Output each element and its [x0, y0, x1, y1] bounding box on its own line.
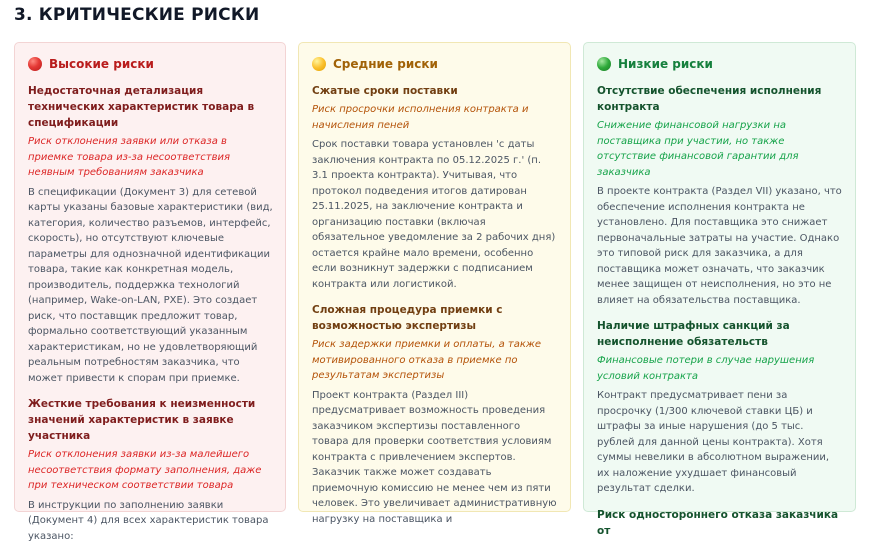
risk-title: Недостаточная детализация технических характеристик товара в спецификации — [28, 83, 273, 131]
risk-impact: Снижение финансовой нагрузки на поставщика при участии, но также отсутствие финансовой гарантии для заказчика — [597, 118, 843, 180]
risk-impact: Риск просрочки исполнения контракта и начисления пеней — [312, 102, 558, 133]
risk-impact: Риск задержки приемки и оплаты, а также мотивированного отказа в приемке по результатам экспертизы — [312, 337, 558, 384]
high-risks-header — [28, 57, 273, 71]
low-risks-title: Низкие риски — [618, 57, 713, 71]
risk-impact: Риск отклонения заявки или отказа в приемке товара из-за несоответствия неявным требованиям заказчика — [28, 134, 273, 181]
risk-item — [312, 83, 558, 292]
page-title: 3. КРИТИЧЕСКИЕ РИСКИ — [14, 5, 259, 25]
high-risks-column — [14, 42, 286, 512]
risk-description: Контракт предусматривает пени за просрочку (1/300 ключевой ставки ЦБ) и штрафы за иные нарушения (до 5 тыс. рублей для данной цены контракта). Хотя суммы невелики в абсолютном выражении, их наложение ухудшает финансовый результат сделки. — [597, 388, 843, 497]
risk-description: В инструкции по заполнению заявки (Документ 4) для всех характеристик товара указано: — [28, 498, 273, 544]
risk-item — [597, 318, 843, 497]
risk-description: Проект контракта (Раздел III) предусматривает возможность проведения заказчиком экспертизы поставленного товара для проверки соответствия условиям контракта с привлечением экспертов. Заказчик также может создавать приемочную комиссию не менее чем из пяти человек. Это увеличивает административную нагрузку на поставщика и — [312, 388, 558, 528]
risk-title: Жесткие требования к неизменности значений характеристик в заявке участника — [28, 396, 273, 444]
risk-item — [28, 83, 273, 386]
medium-risks-header — [312, 57, 558, 71]
risk-impact: Финансовые потери в случае нарушения условий контракта — [597, 353, 843, 384]
risk-title: Сложная процедура приемки с возможностью экспертизы — [312, 302, 558, 334]
low-risks-column — [583, 42, 856, 512]
risk-description: В спецификации (Документ 3) для сетевой карты указаны базовые характеристики (вид, категория, количество разъемов, интерфейс, скорость), но отсутствуют ключевые параметры для однозначной идентификации товара, такие как конкретная модель, производитель, поддержка технологий (например, Wake-on-LAN, PXE). Это создает риск, что поставщик предложит товар, формально соответствующий указанным характеристикам, но не удовлетворяющий реальным потребностям заказчика, что может привести к спорам при приемке. — [28, 185, 273, 387]
risk-description: В проекте контракта (Раздел VII) указано, что обеспечение исполнения контракта не установлено. Для поставщика это снижает первоначальные затраты на участие. Однако это типовой риск для заказчика, а для поставщика может означать, что заказчик менее защищен от неисполнения, но это не влияет на обязательства поставщика. — [597, 184, 843, 308]
risk-title: Отсутствие обеспечения исполнения контракта — [597, 83, 843, 115]
risk-impact: Риск отклонения заявки из-за малейшего несоответствия формату заполнения, даже при техническом соответствии товара — [28, 447, 273, 494]
risk-item — [597, 83, 843, 308]
risk-item — [597, 507, 843, 539]
risk-item — [312, 302, 558, 527]
medium-risks-title: Средние риски — [333, 57, 438, 71]
high-risks-title: Высокие риски — [49, 57, 154, 71]
risk-title: Наличие штрафных санкций за неисполнение обязательств — [597, 318, 843, 350]
risk-title: Риск одностороннего отказа заказчика от — [597, 507, 843, 539]
medium-risks-column — [298, 42, 571, 512]
risk-title: Сжатые сроки поставки — [312, 83, 558, 99]
risk-description: Срок поставки товара установлен 'с даты заключения контракта по 05.12.2025 г.' (п. 3.1 проекта контракта). Учитывая, что протокол подведения итогов датирован 25.11.2025, на заключение контракта и организацию поставки (включая обязательное уведомление за 2 рабочих дня) остается крайне мало времени, особенно если возникнут задержки с подписанием контракта или логистикой. — [312, 137, 558, 292]
risk-item — [28, 396, 273, 544]
green-circle-icon — [597, 57, 611, 71]
low-risks-header — [597, 57, 843, 71]
red-circle-icon — [28, 57, 42, 71]
yellow-circle-icon — [312, 57, 326, 71]
